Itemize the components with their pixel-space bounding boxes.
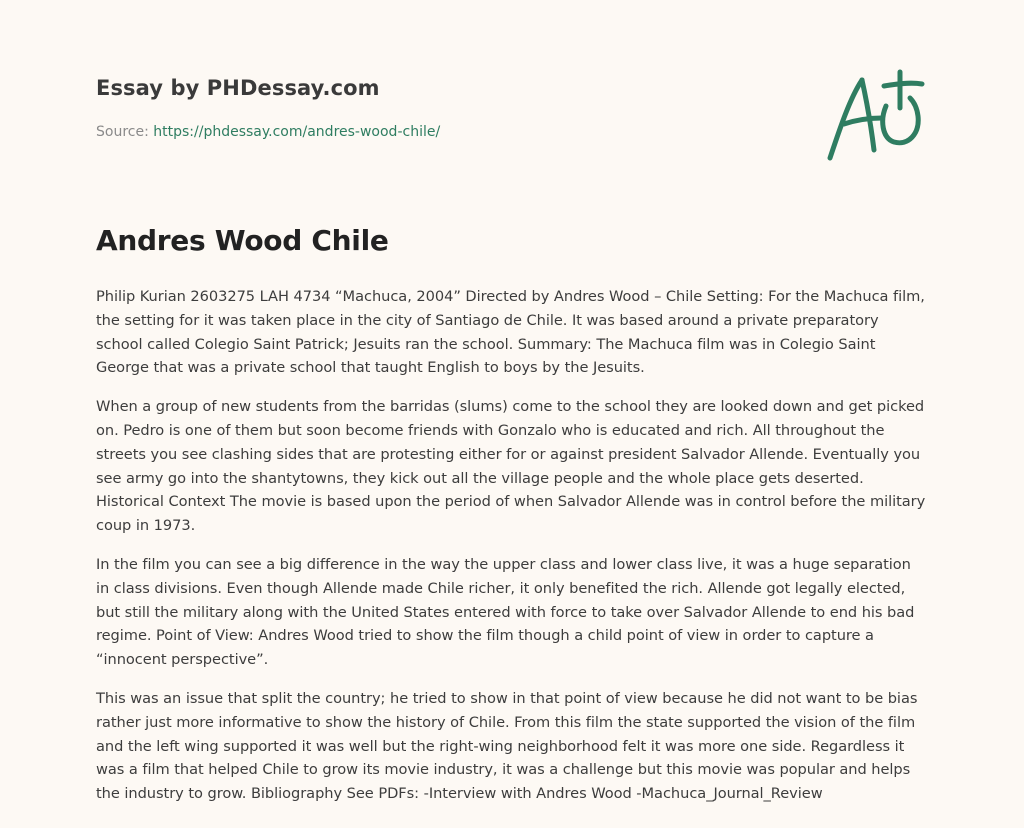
- paragraph-3: In the film you can see a big difference in the way the upper class and lower class live, it was a huge separation in class divisions. Even though Allende made Chile richer, it only benefited the rich. Allende got legally elected, but still the military along with the United States entered with force to take over Salvador Allende to end his bad regime. Point of View: Andres Wood tried to show the film though a child point of view in order to capture a “innocent perspective”.: [96, 555, 915, 669]
- paragraph-2: When a group of new students from the barridas (slums) come to the school they are looked down and get picked on. Pedro is one of them but soon become friends with Gonzalo who is educated and rich. All throughout the streets you see clashing sides that are protesting either for or against president Salvador Allende. Eventually you see army go into the shantytowns, they kick out all the village people and the whole place gets deserted. Historical Context The movie is based upon the period of when Salvador Allende was in control before the military coup in 1973.: [96, 398, 926, 535]
- document-title: Andres Wood Chile: [96, 224, 389, 257]
- essay-body: [96, 285, 928, 821]
- paragraph-4: This was an issue that split the country; he tried to show in that point of view because he did not want to be bias rather just more informative to show the history of Chile. From this film the state supported the vision of the film and the left wing supported it was well but the right-wing neighborhood felt it was more one side. Regardless it was a film that helped Chile to grow its movie industry, it was a challenge but this movie was popular and helps the industry to grow. Bibliography See PDFs: -Interview with Andres Wood -Machuca_Journal_Review: [96, 689, 918, 803]
- site-title: Essay by PHDessay.com: [96, 76, 380, 100]
- a-plus-logo-icon: [826, 68, 926, 164]
- source-line: [96, 124, 440, 140]
- paragraph-1: Philip Kurian 2603275 LAH 4734 “Machuca, 2004” Directed by Andres Wood – Chile Setting: For the Machuca film, the setting for it was taken place in the city of Santiago de Chile. It was based around a private preparatory school called Colegio Saint Patrick; Jesuits ran the school. Summary: The Machuca film was in Colegio Saint George that was a private school that taught English to boys by the Jesuits.: [96, 288, 925, 377]
- source-link[interactable]: https://phdessay.com/andres-wood-chile/: [153, 124, 441, 140]
- source-label: Source:: [96, 124, 149, 140]
